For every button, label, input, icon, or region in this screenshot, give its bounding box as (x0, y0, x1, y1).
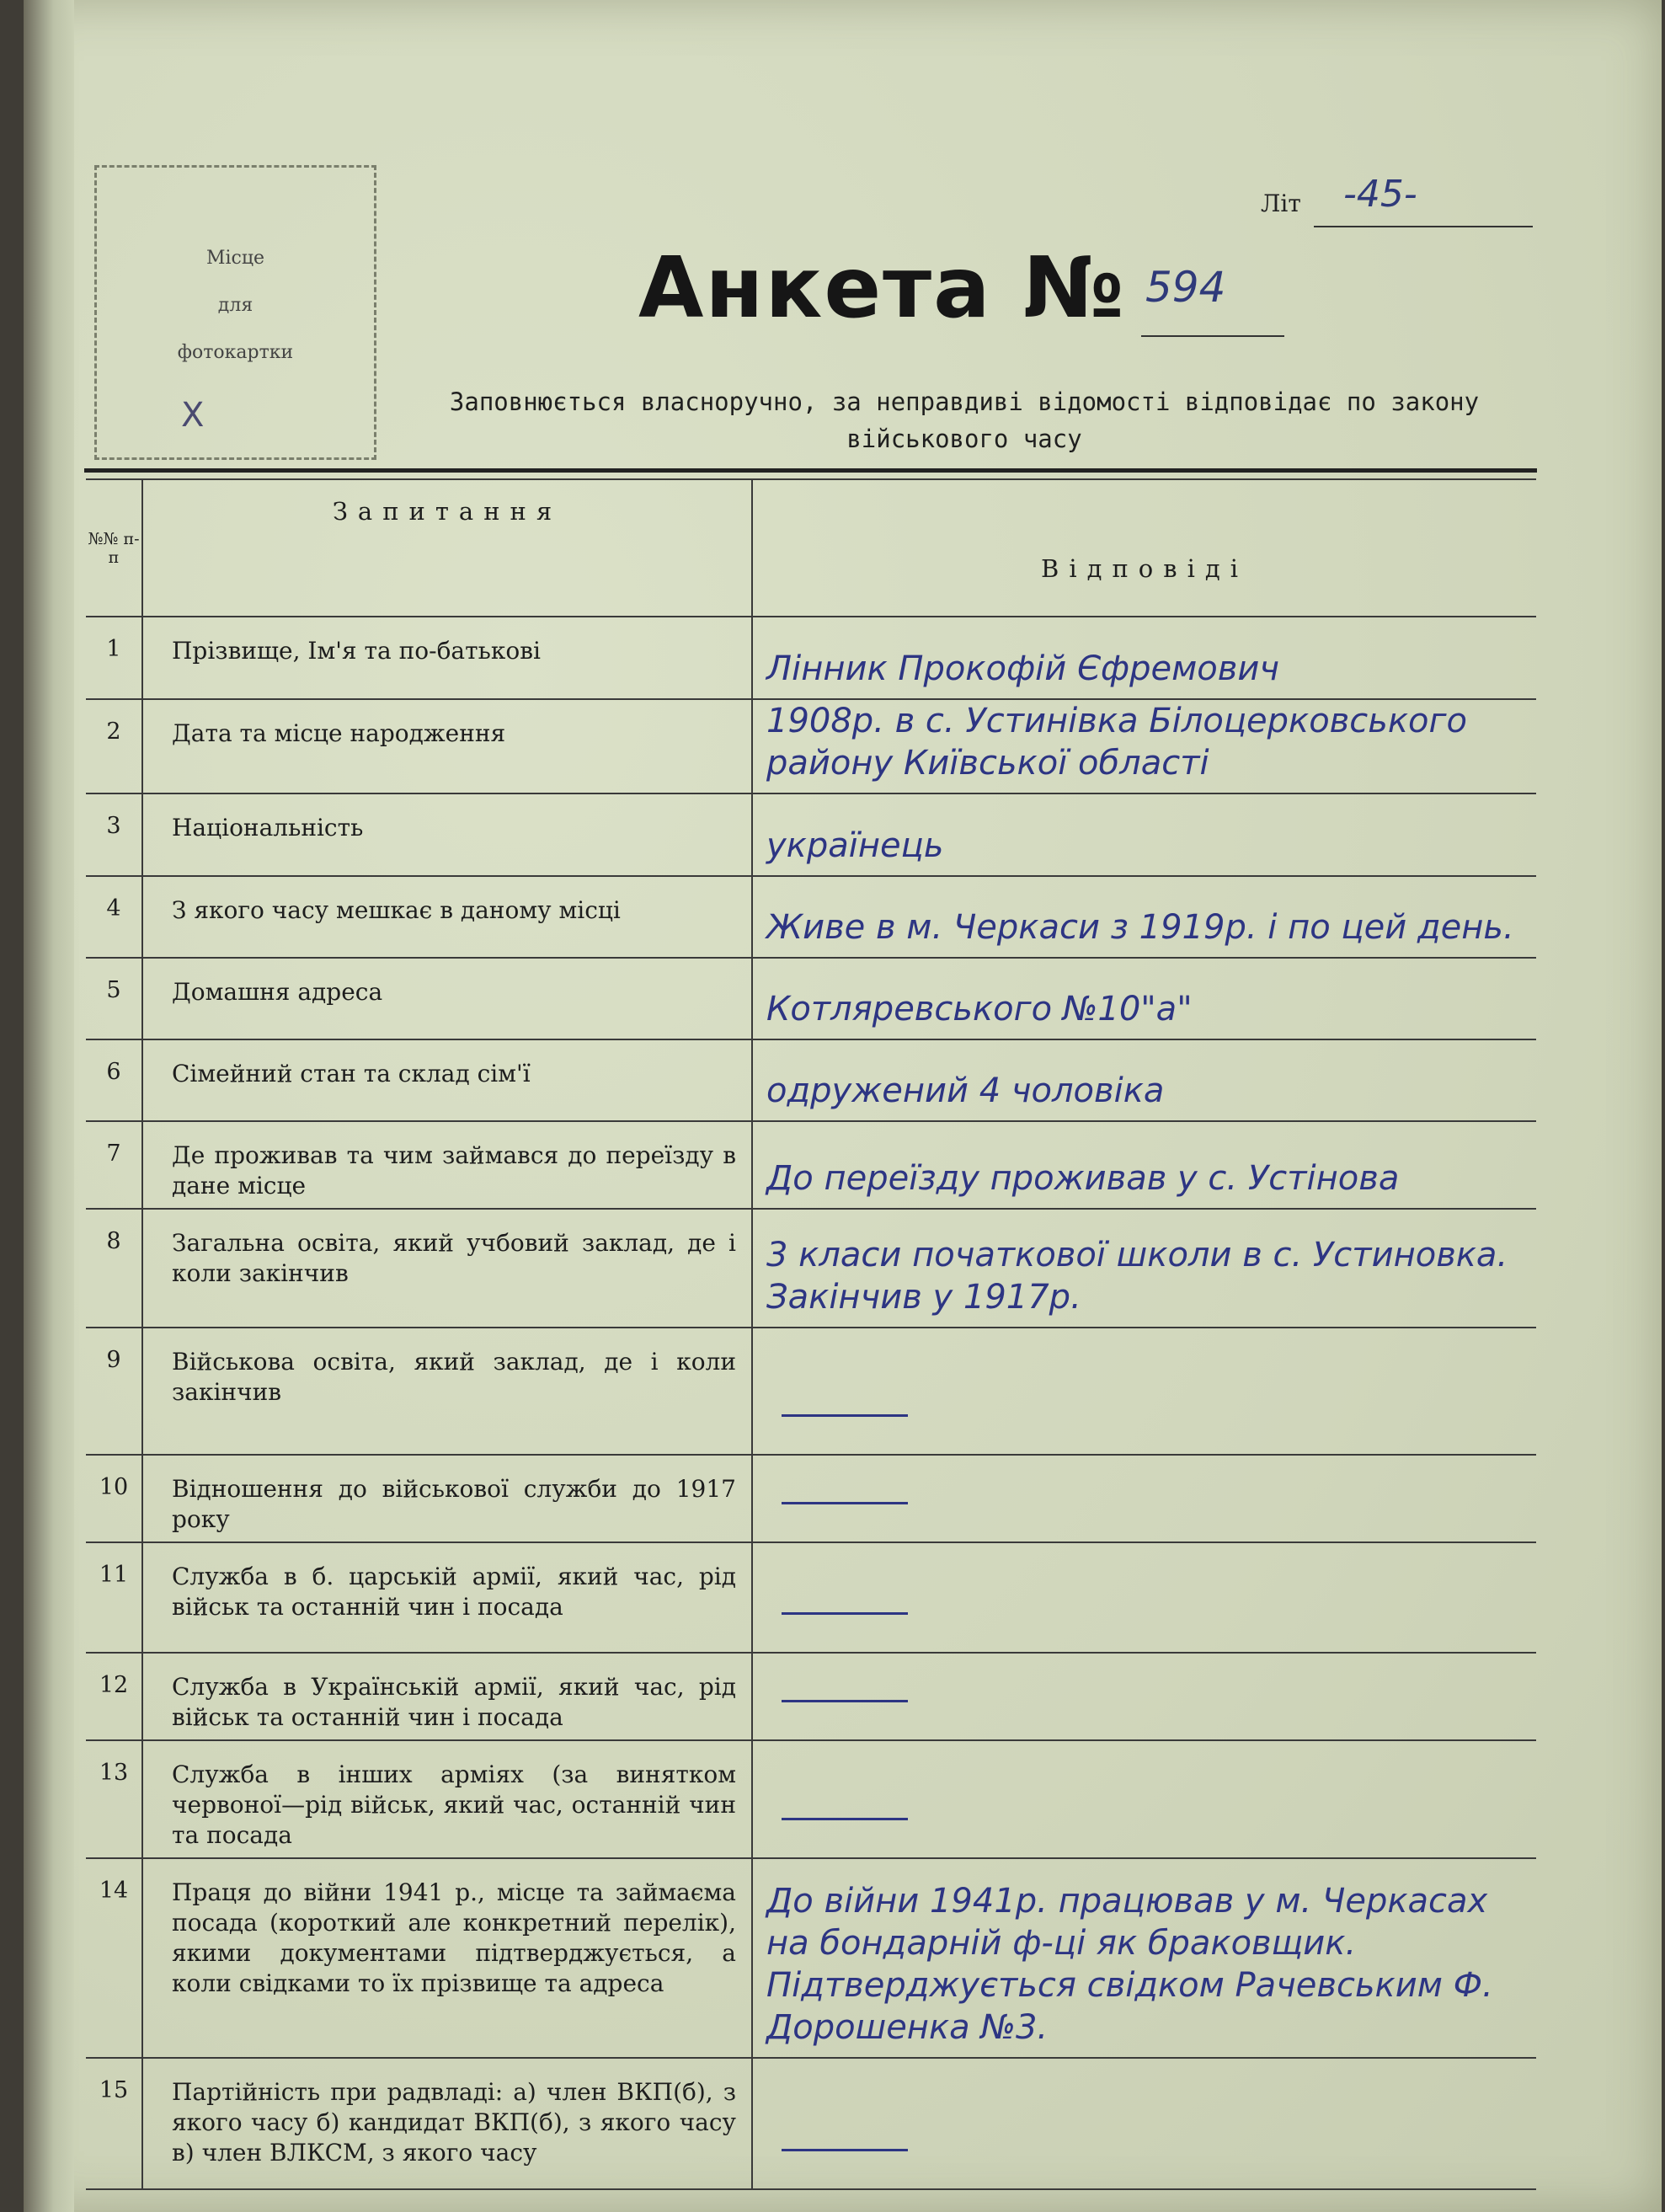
photo-mark: X (181, 396, 205, 435)
row-number: 6 (86, 1039, 142, 1121)
row-number: 11 (86, 1542, 142, 1653)
handwritten-answer: До війни 1941р. працював у м. Черкасах на бондарній ф-ці як браковщик. Підтверджується свідком Рачевським Ф. Дорошенка №3. (766, 1882, 1493, 2047)
row-question: Військова освіта, який заклад, де і коли закінчив (142, 1328, 752, 1455)
row-answer (752, 793, 1536, 876)
row-question: Служба в Українській армії, який час, рід військ та останній чин і посада (142, 1653, 752, 1740)
row-answer (752, 1455, 1536, 1542)
row-answer (752, 2058, 1536, 2189)
row-answer (752, 1653, 1536, 1740)
row-number: 2 (86, 699, 142, 793)
sheet-number: -45- (1343, 173, 1417, 216)
row-question: Сімейний стан та склад сім'ї (142, 1039, 752, 1121)
row-number: 10 (86, 1455, 142, 1542)
table-row (86, 1542, 1536, 1653)
table-row (86, 1039, 1536, 1121)
table-row (86, 1455, 1536, 1542)
blank-dash (782, 1502, 908, 1504)
row-answer (752, 876, 1536, 958)
form-number-line (1141, 335, 1284, 337)
table-row (86, 1740, 1536, 1858)
blank-dash (782, 1414, 908, 1417)
row-question: Партійність при радвладі: а) член ВКП(б), з якого часу б) кандидат ВКП(б), з якого часу в) член ВЛКСМ, з якого часу (142, 2058, 752, 2189)
instructions-line-2: військового часу (846, 425, 1082, 453)
form-title: Анкета № (638, 238, 1126, 337)
form-number: 594 (1145, 263, 1226, 312)
row-answer (752, 1328, 1536, 1455)
row-number: 7 (86, 1121, 142, 1209)
photo-placeholder (94, 165, 376, 460)
table-row (86, 617, 1536, 699)
handwritten-answer: 1908р. в с. Устинівка Білоцерковського району Київської області (766, 702, 1467, 783)
row-answer (752, 1209, 1536, 1328)
row-question: Прізвище, Ім'я та по-батькові (142, 617, 752, 699)
row-answer (752, 1858, 1536, 2058)
handwritten-answer: Лінник Прокофій Єфремович (766, 649, 1279, 688)
book-spine (24, 0, 74, 2212)
form-instructions (408, 383, 1520, 457)
instructions-line-1: Заповнюється власноручно, за неправдиві відомості відповідає по закону (449, 387, 1480, 416)
row-question: Дата та місце народження (142, 699, 752, 793)
handwritten-answer: До переїзду проживав у с. Устінова (766, 1159, 1400, 1198)
table-row (86, 2058, 1536, 2189)
row-number: 4 (86, 876, 142, 958)
blank-dash (782, 1818, 908, 1820)
row-number: 15 (86, 2058, 142, 2189)
table-row (86, 793, 1536, 876)
table-row (86, 958, 1536, 1039)
row-question: Служба в б. царській армії, який час, рід військ та останній чин і посада (142, 1542, 752, 1653)
blank-dash (782, 1612, 908, 1615)
table-row (86, 699, 1536, 793)
handwritten-answer: Котляревського №10"а" (766, 990, 1193, 1029)
row-number: 14 (86, 1858, 142, 2058)
row-number: 12 (86, 1653, 142, 1740)
blank-dash (782, 1700, 908, 1702)
row-answer (752, 958, 1536, 1039)
row-number: 1 (86, 617, 142, 699)
row-answer (752, 1740, 1536, 1858)
photo-label-1: Місце (205, 248, 265, 269)
row-question: Загальна освіта, який учбовий заклад, де і коли закінчив (142, 1209, 752, 1328)
row-number: 13 (86, 1740, 142, 1858)
handwritten-answer: українець (766, 826, 944, 865)
row-answer (752, 617, 1536, 699)
photo-label-3: фотокартки (177, 342, 294, 363)
handwritten-answer: Живе в м. Черкаси з 1919р. і по цей день. (766, 908, 1514, 947)
table-header-row (86, 479, 1536, 617)
table-row (86, 1858, 1536, 2058)
row-answer (752, 1039, 1536, 1121)
row-question: Служба в інших арміях (за винятком червоної—рід військ, який час, останній чин та посада (142, 1740, 752, 1858)
col-answer-header: Відповіді (752, 479, 1536, 617)
row-number: 3 (86, 793, 142, 876)
blank-dash (782, 2149, 908, 2151)
row-number: 5 (86, 958, 142, 1039)
header-rule (84, 468, 1537, 473)
row-number: 8 (86, 1209, 142, 1328)
row-question: Де проживав та чим займався до переїзду в дане місце (142, 1121, 752, 1209)
table-row (86, 1653, 1536, 1740)
row-question: Національність (142, 793, 752, 876)
table-row (86, 1328, 1536, 1455)
col-number-header: №№ п-п (86, 479, 142, 617)
row-answer (752, 1121, 1536, 1209)
row-answer (752, 1542, 1536, 1653)
handwritten-answer: 3 класи початкової школи в с. Устиновка. Закінчив у 1917р. (766, 1236, 1508, 1317)
row-answer (752, 699, 1536, 793)
sheet-number-line (1314, 226, 1533, 227)
col-question-header: Запитання (142, 479, 752, 617)
row-number: 9 (86, 1328, 142, 1455)
sheet-label: Літ (1261, 190, 1301, 217)
table-row (86, 1209, 1536, 1328)
row-question: Праця до війни 1941 р., місце та займаєма посада (короткий але конкретний перелік), якими документами підтверджується, а коли свідками то їх прізвище та адреса (142, 1858, 752, 2058)
row-question: З якого часу мешкає в даному місці (142, 876, 752, 958)
row-question: Домашня адреса (142, 958, 752, 1039)
row-question: Відношення до військової служби до 1917 року (142, 1455, 752, 1542)
handwritten-answer: одружений 4 чоловіка (766, 1071, 1165, 1110)
photo-label-2: для (217, 295, 253, 316)
table-row (86, 876, 1536, 958)
questionnaire-table (86, 478, 1536, 2190)
table-row (86, 1121, 1536, 1209)
